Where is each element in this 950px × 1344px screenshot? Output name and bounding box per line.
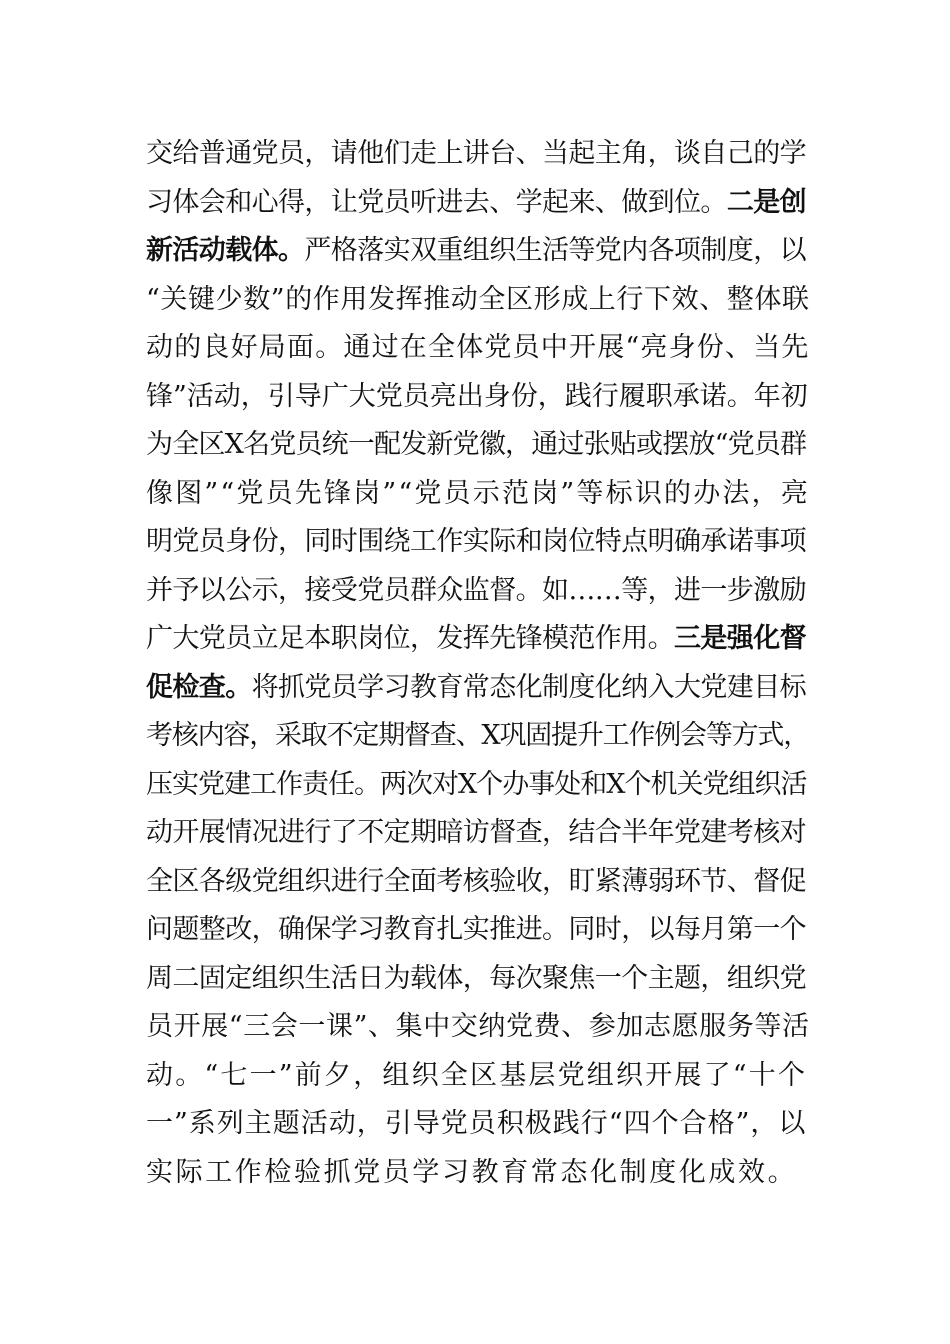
body-text: 习体会和心得，让党员听进去、学起来、做到位。 [146, 186, 727, 218]
body-text: 严格落实双重组织生活等党内各项制度，以 [304, 235, 807, 266]
text-line [146, 130, 810, 179]
text-line [146, 421, 810, 470]
body-text: 压实党建工作责任。两次对X个办事处和X个机关党组织活 [146, 768, 807, 800]
text-line [146, 906, 810, 955]
bold-heading-text: 三是强化督 [674, 623, 806, 654]
text-line [146, 179, 810, 228]
text-line [146, 276, 810, 325]
body-text: 锋”活动，引导广大党员亮出身份，践行履职承诺。年初 [146, 380, 808, 412]
text-line [146, 809, 810, 858]
body-text: 一”系列主题活动，引导党员积极践行“四个合格”，以 [146, 1108, 807, 1139]
body-text: 考核内容，采取不定期督查、X巩固提升工作例会等方式， [146, 720, 810, 751]
body-text: 将抓党员学习教育常态化制度化纳入大党建目标 [251, 671, 807, 703]
text-line [146, 227, 810, 276]
text-line [146, 1003, 810, 1052]
bold-heading-text: 二是创 [726, 186, 807, 218]
text-line [146, 1149, 810, 1198]
body-text: 员开展“三会一课”、集中交纳党费、参加志愿服务等活 [146, 1011, 810, 1042]
body-text: 动开展情况进行了不定期暗访督查，结合半年党建考核对 [146, 817, 806, 848]
bold-heading-text: 新活动载体。 [146, 235, 305, 266]
text-line [146, 373, 810, 422]
body-text: 广大党员立足本职岗位，发挥先锋模范作用。 [146, 623, 674, 654]
text-line [146, 712, 810, 761]
bold-heading-text: 促检查。 [146, 671, 252, 703]
text-line [146, 955, 810, 1004]
text-line [146, 664, 810, 713]
body-text: 问题整改，确保学习教育扎实推进。同时，以每月第一个 [146, 914, 806, 945]
body-text: 动的良好局面。通过在全体党员中开展“亮身份、当先 [146, 332, 810, 363]
text-line [146, 1100, 810, 1149]
body-paragraph [146, 130, 810, 1197]
text-line [146, 518, 810, 567]
body-text: 明党员身份，同时围绕工作实际和岗位特点明确承诺事项 [146, 526, 806, 557]
text-line [146, 615, 810, 664]
text-line [146, 324, 810, 373]
text-line [146, 470, 810, 519]
body-text: 周二固定组织生活日为载体，每次聚焦一个主题，组织党 [146, 962, 806, 994]
text-line [146, 858, 810, 907]
text-line [146, 1052, 810, 1101]
body-text: 像图”“党员先锋岗”“党员示范岗”等标识的办法，亮 [146, 477, 811, 509]
body-text: 并予以公示，接受党员群众监督。如……等，进一步激励 [146, 574, 806, 606]
body-text: 实际工作检验抓党员学习教育常态化制度化成效。 [146, 1156, 798, 1188]
body-text: 交给普通党员，请他们走上讲台、当起主角，谈自己的学 [146, 138, 806, 169]
body-text: 动。“七一”前夕，组织全区基层党组织开展了“十个 [146, 1059, 808, 1091]
body-text: 全区各级党组织进行全面考核验收，盯紧薄弱环节、督促 [146, 865, 806, 897]
text-line [146, 761, 810, 810]
body-text: 为全区X名党员统一配发新党徽，通过张贴或摆放“党员群 [146, 429, 807, 460]
text-line [146, 567, 810, 616]
body-text: “关键少数”的作用发挥推动全区形成上行下效、整体联 [146, 283, 810, 315]
